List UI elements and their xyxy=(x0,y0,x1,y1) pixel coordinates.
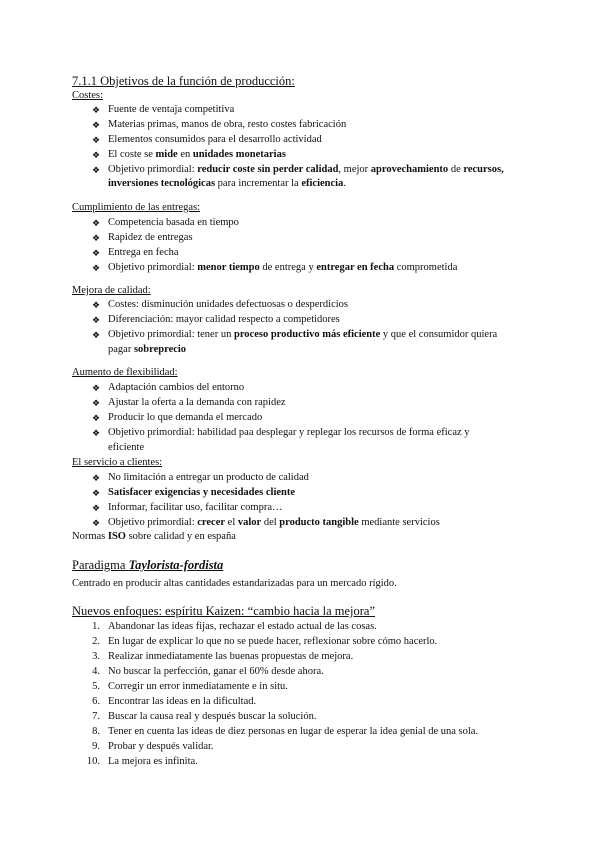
list-item: Informar, facilitar uso, facilitar compra… xyxy=(108,502,283,513)
diamond-bullet-icon: ❖ xyxy=(92,383,101,393)
list-item: Objetivo primordial: habilidad paa desplegar y replegar los recursos de forma eficaz y xyxy=(108,427,470,438)
list-item-continuation: eficiente xyxy=(108,442,145,453)
list-item: Entrega en fecha xyxy=(108,247,179,258)
flexibilidad-title: Aumento de flexibilidad: xyxy=(72,367,178,378)
list-item-continuation: inversiones tecnológicas para incrementar la eficiencia. xyxy=(108,178,346,189)
list-item: Objetivo primordial: tener un proceso productivo más eficiente y que el consumidor quiera xyxy=(108,329,498,340)
diamond-bullet-icon: ❖ xyxy=(92,248,101,258)
list-item: Objetivo primordial: reducir coste sin perder calidad, mejor aprovechamiento de recursos, xyxy=(108,164,504,175)
diamond-bullet-icon: ❖ xyxy=(92,413,101,423)
list-number: 2. xyxy=(92,636,100,647)
paradigma-text: Centrado en producir altas cantidades estandarizadas para un mercado rígido. xyxy=(72,578,397,589)
list-number: 5. xyxy=(92,681,100,692)
diamond-bullet-icon: ❖ xyxy=(92,165,101,175)
diamond-bullet-icon: ❖ xyxy=(92,105,101,115)
numbered-item: Probar y después validar. xyxy=(108,741,214,752)
list-item: Adaptación cambios del entorno xyxy=(108,382,245,393)
diamond-bullet-icon: ❖ xyxy=(92,263,101,273)
list-number: 1. xyxy=(92,621,100,632)
numbered-item: No buscar la perfección, ganar el 60% desde ahora. xyxy=(108,666,324,677)
list-item: Elementos consumidos para el desarrollo actividad xyxy=(108,134,322,145)
list-item: El coste se mide en unidades monetarias xyxy=(108,149,286,160)
diamond-bullet-icon: ❖ xyxy=(92,488,101,498)
list-number: 4. xyxy=(92,666,100,677)
numbered-item: Tener en cuenta las ideas de diez personas en lugar de esperar la idea genial de una sola. xyxy=(108,726,479,737)
servicio-title: El servicio a clientes: xyxy=(72,457,163,468)
list-item: Objetivo primordial: menor tiempo de entrega y entregar en fecha comprometida xyxy=(108,262,458,273)
diamond-bullet-icon: ❖ xyxy=(92,398,101,408)
diamond-bullet-icon: ❖ xyxy=(92,315,101,325)
list-number: 7. xyxy=(92,711,100,722)
entregas-title: Cumplimiento de las entregas: xyxy=(72,202,201,213)
numbered-item: La mejora es infinita. xyxy=(108,756,198,767)
section-heading: 7.1.1 Objetivos de la función de producción: xyxy=(72,74,295,88)
diamond-bullet-icon: ❖ xyxy=(92,150,101,160)
calidad-title: Mejora de calidad: xyxy=(72,285,151,296)
diamond-bullet-icon: ❖ xyxy=(92,300,101,310)
diamond-bullet-icon: ❖ xyxy=(92,503,101,513)
list-number: 3. xyxy=(92,651,100,662)
list-item: Producir lo que demanda el mercado xyxy=(108,412,263,423)
list-item: Satisfacer exigencias y necesidades cliente xyxy=(108,487,296,498)
numbered-item: Realizar inmediatamente las buenas propuestas de mejora. xyxy=(108,651,354,662)
diamond-bullet-icon: ❖ xyxy=(92,135,101,145)
list-number: 6. xyxy=(92,696,100,707)
paradigma-title: Paradigma Taylorista-fordista xyxy=(72,558,224,572)
numbered-item: Abandonar las ideas fijas, rechazar el estado actual de las cosas. xyxy=(108,621,377,632)
list-number: 10. xyxy=(86,756,100,767)
numbered-item: Corregir un error inmediatamente e in situ. xyxy=(108,681,288,692)
diamond-bullet-icon: ❖ xyxy=(92,473,101,483)
list-item: Ajustar la oferta a la demanda con rapidez xyxy=(108,397,286,408)
list-item: Objetivo primordial: crecer el valor del producto tangible mediante servicios xyxy=(108,517,440,528)
normas-line: Normas ISO sobre calidad y en españa xyxy=(72,531,236,542)
list-item: No limitación a entregar un producto de calidad xyxy=(108,472,309,483)
list-number: 8. xyxy=(92,726,100,737)
diamond-bullet-icon: ❖ xyxy=(92,218,101,228)
list-item: Rapidez de entregas xyxy=(108,232,193,243)
list-item: Materias primas, manos de obra, resto costes fabricación xyxy=(108,119,347,130)
list-item-continuation: pagar sobreprecio xyxy=(108,344,187,355)
numbered-item: En lugar de explicar lo que no se puede hacer, reflexionar sobre cómo hacerlo. xyxy=(108,636,438,647)
numbered-item: Buscar la causa real y después buscar la solución. xyxy=(108,711,317,722)
list-item: Diferenciación: mayor calidad respecto a competidores xyxy=(108,314,340,325)
numbered-item: Encontrar las ideas en la dificultad. xyxy=(108,696,257,707)
diamond-bullet-icon: ❖ xyxy=(92,428,101,438)
list-item: Fuente de ventaja competitiva xyxy=(108,104,235,115)
kaizen-title: Nuevos enfoques: espíritu Kaizen: “cambio hacia la mejora” xyxy=(72,604,376,618)
diamond-bullet-icon: ❖ xyxy=(92,120,101,130)
costes-title: Costes: xyxy=(72,90,103,101)
list-item: Costes: disminución unidades defectuosas o desperdicios xyxy=(108,299,348,310)
diamond-bullet-icon: ❖ xyxy=(92,330,101,340)
list-number: 9. xyxy=(92,741,100,752)
diamond-bullet-icon: ❖ xyxy=(92,518,101,528)
list-item: Competencia basada en tiempo xyxy=(108,217,239,228)
diamond-bullet-icon: ❖ xyxy=(92,233,101,243)
